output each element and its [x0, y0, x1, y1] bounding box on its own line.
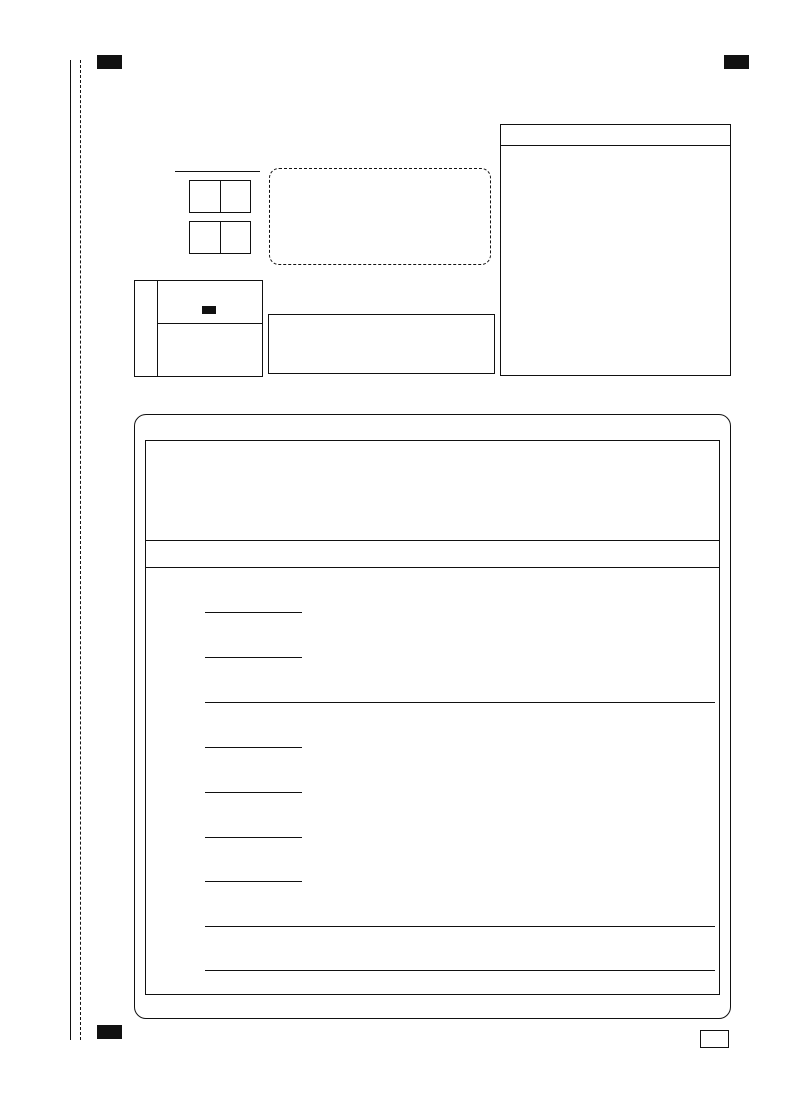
q15-part-1-line[interactable] — [205, 612, 302, 613]
q15-part-2-line[interactable] — [205, 657, 302, 658]
binding-dashed-line — [80, 60, 81, 1040]
section2-title-divider — [145, 567, 720, 568]
barcode-area — [269, 168, 491, 265]
corner-mark-top-right — [724, 55, 749, 69]
absent-box — [268, 314, 495, 374]
q15-part-6-line[interactable] — [205, 837, 302, 838]
name-field-line[interactable] — [175, 171, 260, 172]
corner-mark-top-left — [97, 55, 122, 69]
admission-title-divider — [500, 145, 731, 146]
seat-box-divider — [220, 221, 221, 254]
side-write-line — [70, 60, 71, 1040]
q15-part-5-line[interactable] — [205, 792, 302, 793]
fill-guide-box — [134, 280, 263, 377]
subject-code — [700, 1030, 729, 1048]
admission-grid — [500, 124, 731, 376]
answer-inner-frame — [145, 440, 720, 995]
q15-part-8-line-2[interactable] — [205, 970, 715, 971]
fill-correct-mark — [202, 306, 216, 314]
room-box-divider — [220, 180, 221, 213]
fill-guide-divider-v — [157, 280, 158, 377]
section2-top-divider — [145, 540, 720, 541]
q15-part-7-line[interactable] — [205, 881, 302, 882]
q15-part-4-line[interactable] — [205, 747, 302, 748]
q15-part-3-line[interactable] — [205, 702, 715, 703]
corner-mark-bottom-left — [97, 1025, 122, 1039]
q15-part-8-line[interactable] — [205, 926, 715, 927]
fill-guide-divider-h — [157, 323, 263, 324]
